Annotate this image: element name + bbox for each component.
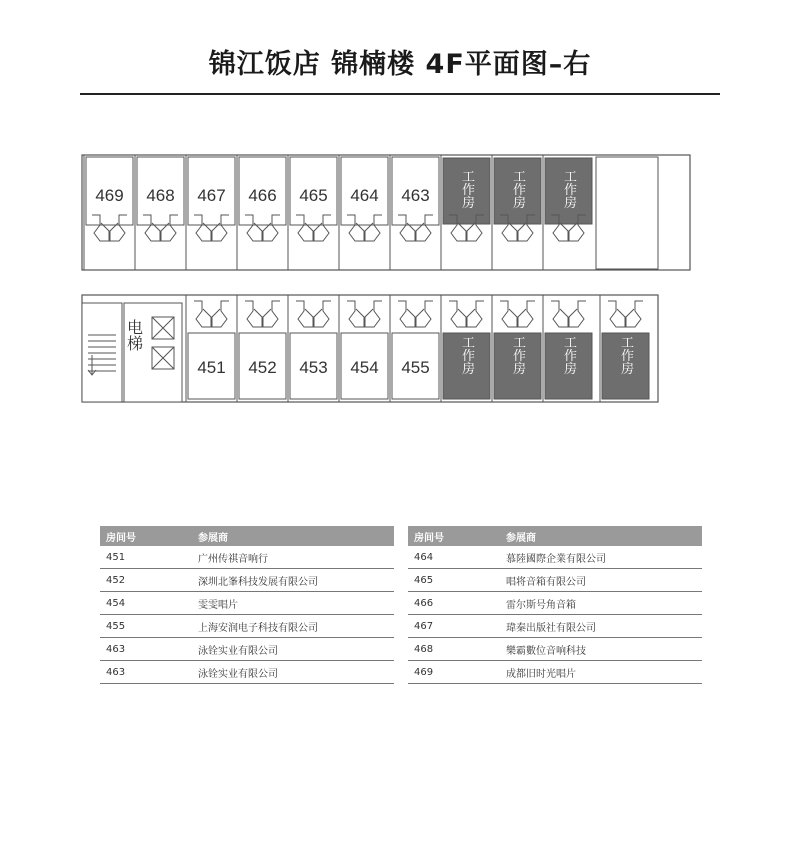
door-icon — [296, 301, 322, 327]
door-icon — [245, 301, 271, 327]
exhibitor-cell: 瑋秦出版社有限公司 — [500, 615, 702, 638]
room-cell: 455 — [100, 615, 192, 638]
workroom-label: 工作房 — [510, 169, 525, 209]
table-row — [408, 546, 702, 569]
exhibitor-cell: 慕陸國際企業有限公司 — [500, 546, 702, 569]
table-row — [408, 569, 702, 592]
room-number: 468 — [146, 186, 175, 205]
room-cell: 469 — [408, 661, 500, 684]
col-header-exhibitor: 参展商 — [192, 526, 394, 546]
door-icon — [500, 301, 526, 327]
exhibitor-table-left — [100, 526, 394, 684]
door-icon — [608, 301, 634, 327]
workroom-label: 工作房 — [561, 335, 576, 375]
exhibitor-table-right — [408, 526, 702, 684]
exhibitor-cell: 深圳北峯科技发展有限公司 — [192, 569, 394, 592]
page-title: 锦江饭店 锦楠楼 4F平面图–右 — [208, 49, 592, 80]
door-icon — [398, 301, 424, 327]
end-room-block — [596, 157, 658, 269]
workroom-label: 工作房 — [459, 335, 474, 375]
door-icon — [617, 301, 643, 327]
floor-plan — [0, 140, 800, 410]
workroom-label: 工作房 — [561, 169, 576, 209]
table-row — [408, 638, 702, 661]
door-icon — [407, 301, 433, 327]
elevator-label: 电梯 — [124, 319, 144, 351]
table-header-row — [100, 526, 394, 546]
room-cell: 466 — [408, 592, 500, 615]
room-number: 451 — [197, 358, 226, 377]
room-number: 466 — [248, 186, 277, 205]
table-row — [408, 615, 702, 638]
exhibitor-cell: 泳铨实业有限公司 — [192, 638, 394, 661]
table-row — [100, 661, 394, 684]
workroom-label: 工作房 — [618, 335, 633, 375]
table-row — [408, 661, 702, 684]
room-number: 469 — [95, 186, 124, 205]
room-number: 454 — [350, 358, 379, 377]
table-row — [100, 592, 394, 615]
exhibitor-cell: 唱将音箱有限公司 — [500, 569, 702, 592]
door-icon — [509, 301, 535, 327]
room-number: 455 — [401, 358, 430, 377]
door-icon — [305, 301, 331, 327]
exhibitor-cell: 樂霸數位音响科技 — [500, 638, 702, 661]
col-header-exhibitor: 参展商 — [500, 526, 702, 546]
exhibitor-cell: 雷尔斯号角音箱 — [500, 592, 702, 615]
room-cell: 465 — [408, 569, 500, 592]
door-icon — [203, 301, 229, 327]
room-cell: 463 — [100, 638, 192, 661]
room-cell: 467 — [408, 615, 500, 638]
exhibitor-cell: 上海安润电子科技有限公司 — [192, 615, 394, 638]
door-icon — [347, 301, 373, 327]
room-number: 463 — [401, 186, 430, 205]
exhibitor-cell: 广州传祺音响行 — [192, 546, 394, 569]
workroom-label: 工作房 — [510, 335, 525, 375]
room-number: 452 — [248, 358, 277, 377]
door-icon — [458, 301, 484, 327]
room-number: 465 — [299, 186, 328, 205]
workroom-label: 工作房 — [459, 169, 474, 209]
table-header-row — [408, 526, 702, 546]
col-header-room: 房间号 — [408, 526, 500, 546]
table-row — [408, 592, 702, 615]
table-row — [100, 569, 394, 592]
room-number: 464 — [350, 186, 379, 205]
room-cell: 463 — [100, 661, 192, 684]
door-icon — [194, 301, 220, 327]
table-row — [100, 615, 394, 638]
col-header-room: 房间号 — [100, 526, 192, 546]
exhibitor-cell: 成都旧时光唱片 — [500, 661, 702, 684]
exhibitor-cell: 泳铨实业有限公司 — [192, 661, 394, 684]
door-icon — [449, 301, 475, 327]
door-icon — [560, 301, 586, 327]
room-number: 453 — [299, 358, 328, 377]
door-icon — [254, 301, 280, 327]
table-row — [100, 638, 394, 661]
exhibitor-cell: 雯雯唱片 — [192, 592, 394, 615]
room-cell: 468 — [408, 638, 500, 661]
door-icon — [551, 301, 577, 327]
room-number: 467 — [197, 186, 226, 205]
door-icon — [356, 301, 382, 327]
room-cell: 454 — [100, 592, 192, 615]
title-divider — [80, 93, 720, 95]
room-cell: 452 — [100, 569, 192, 592]
table-row — [100, 546, 394, 569]
room-cell: 451 — [100, 546, 192, 569]
room-cell: 464 — [408, 546, 500, 569]
